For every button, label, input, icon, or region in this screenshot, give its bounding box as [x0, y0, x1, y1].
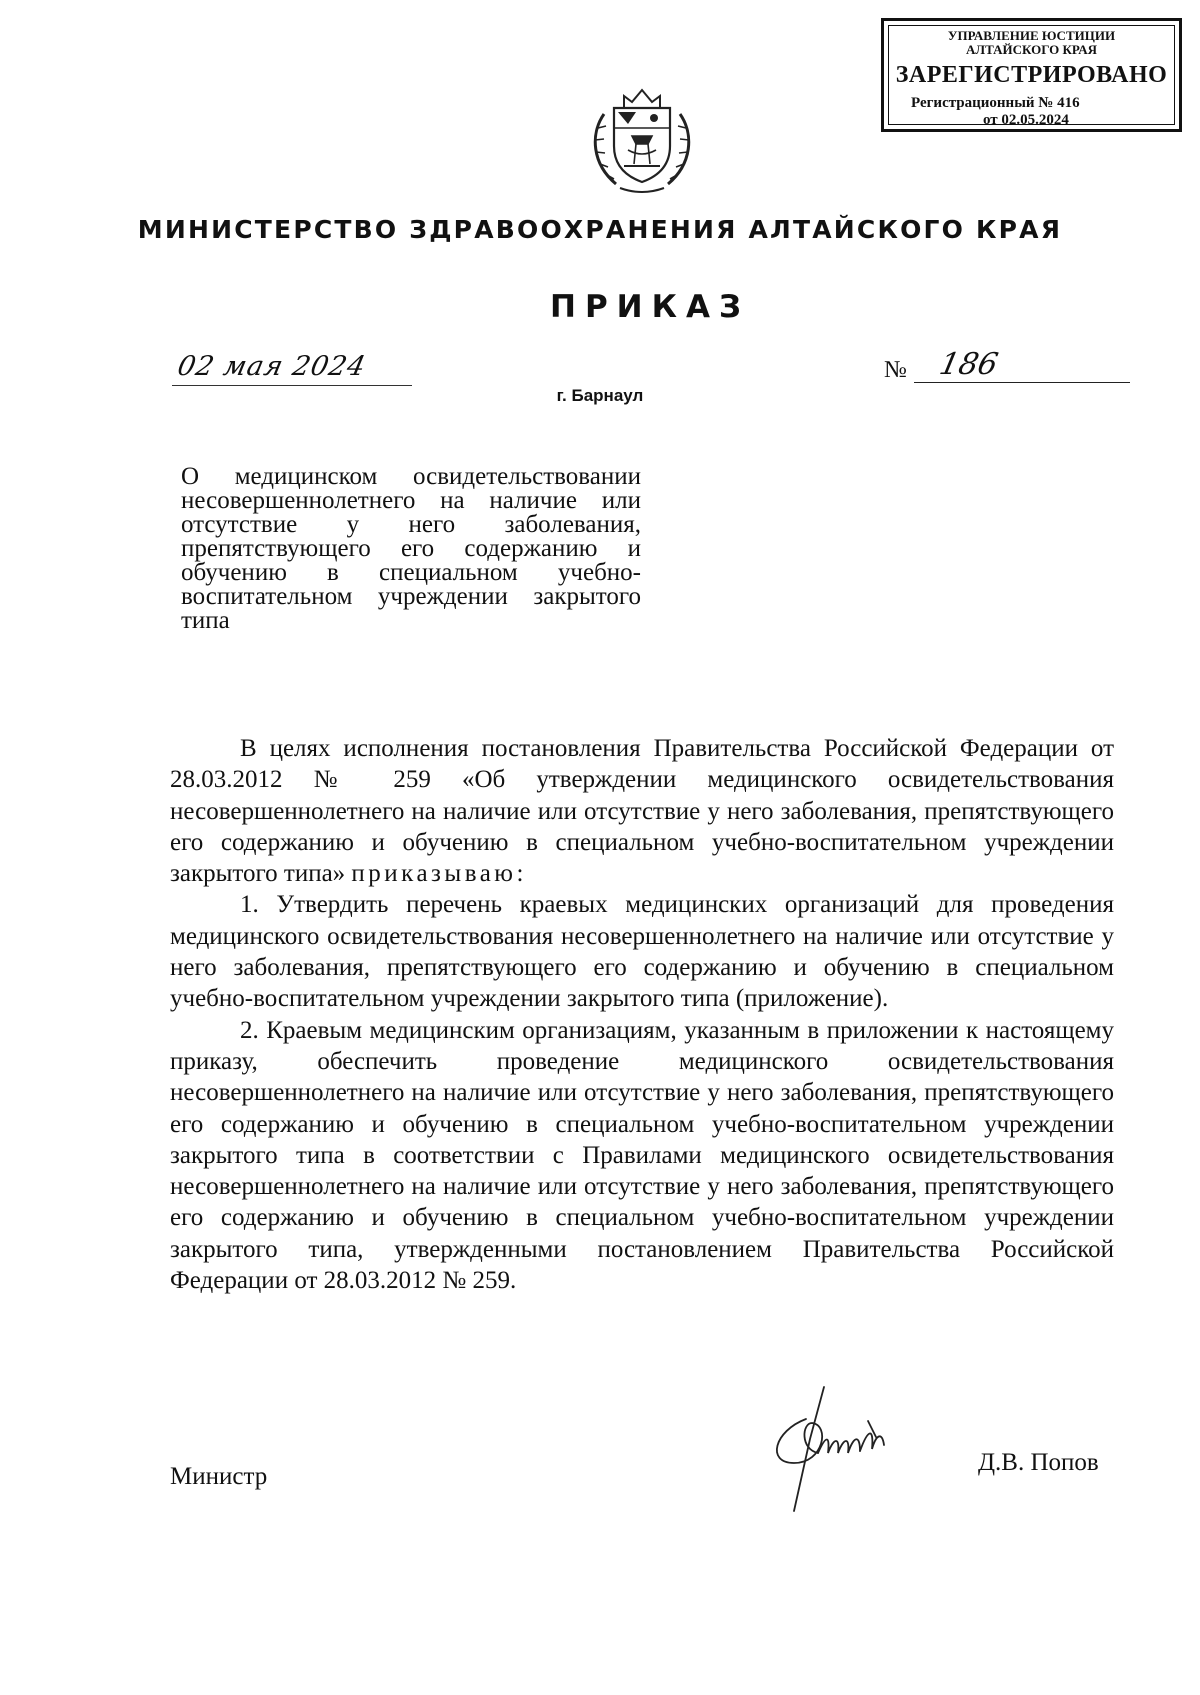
stamp-org-line1: УПРАВЛЕНИЕ ЮСТИЦИИ: [947, 28, 1116, 43]
handwritten-date: 02 мая 2024: [174, 351, 369, 382]
registration-stamp: [881, 18, 1182, 132]
stamp-org-line2: АЛТАЙСКОГО КРАЯ: [966, 42, 1097, 57]
item-1: 1. Утвердить перечень краевых медицинских организаций для проведения медицинского освидетельствования несовершеннолетнего на наличие или отсутствие у него заболевания, препятствующего его содержанию и обучению в специальном учебно-воспитательном учреждении закрытого типа (приложение).: [170, 891, 1114, 1013]
number-underline: [914, 382, 1130, 383]
preamble-paragraph: [170, 733, 1114, 889]
stamp-status: ЗАРЕГИСТРИРОВАНО: [895, 62, 1168, 88]
order-word: приказываю:: [351, 860, 527, 888]
document-type: ПРИКАЗ: [550, 289, 750, 325]
preamble-text: В целях исполнения постановления Правительства Российской Федерации от 28.03.2012 № 259 «Об утверждении медицинского освидетельствования несовершеннолетнего на наличие или отсутствие у него заболевания, препятствующего его содержанию и обучению в специальном учебно-воспитательном учреждении закрытого типа»: [170, 735, 1114, 888]
signatory-title: Министр: [170, 1463, 268, 1490]
city: г. Барнаул: [556, 386, 644, 405]
altai-krai-coat-of-arms-icon: [584, 84, 700, 198]
number-sign: №: [884, 357, 907, 383]
stamp-registration-date: от 02.05.2024: [983, 112, 1069, 128]
stamp-registration-number: Регистрационный № 416: [911, 95, 1080, 111]
handwritten-signature-icon: [764, 1379, 914, 1519]
order-subject: О медицинском освидетельствовании несовершеннолетнего на наличие или отсутствие у него заболевания, препятствующего его содержанию и обучению в специальном учебно-воспитательном учреждении закрытого типа: [181, 463, 641, 634]
order-body: [170, 733, 1114, 1296]
ministry-title: МИНИСТЕРСТВО ЗДРАВООХРАНЕНИЯ АЛТАЙСКОГО КРАЯ: [137, 215, 1063, 244]
handwritten-number: 186: [936, 347, 1001, 382]
stamp-inner-frame: [888, 25, 1175, 128]
item-2: 2. Краевым медицинским организациям, указанным в приложении к настоящему приказу, обеспечить проведение медицинского освидетельствования несовершеннолетнего на наличие или отсутствие у него заболевания, препятствующего его содержанию и обучению в специальном учебно-воспитательном учреждении закрытого типа в соответствии с Правилами медицинского освидетельствования несовершеннолетнего на наличие или отсутствие у него заболевания, препятствующего его содержанию и обучению в специальном учебно-воспитательном учреждении закрытого типа, утвержденными постановлением Правительства Российской Федерации от 28.03.2012 № 259.: [170, 1016, 1114, 1295]
signatory-name: Д.В. Попов: [978, 1449, 1099, 1476]
